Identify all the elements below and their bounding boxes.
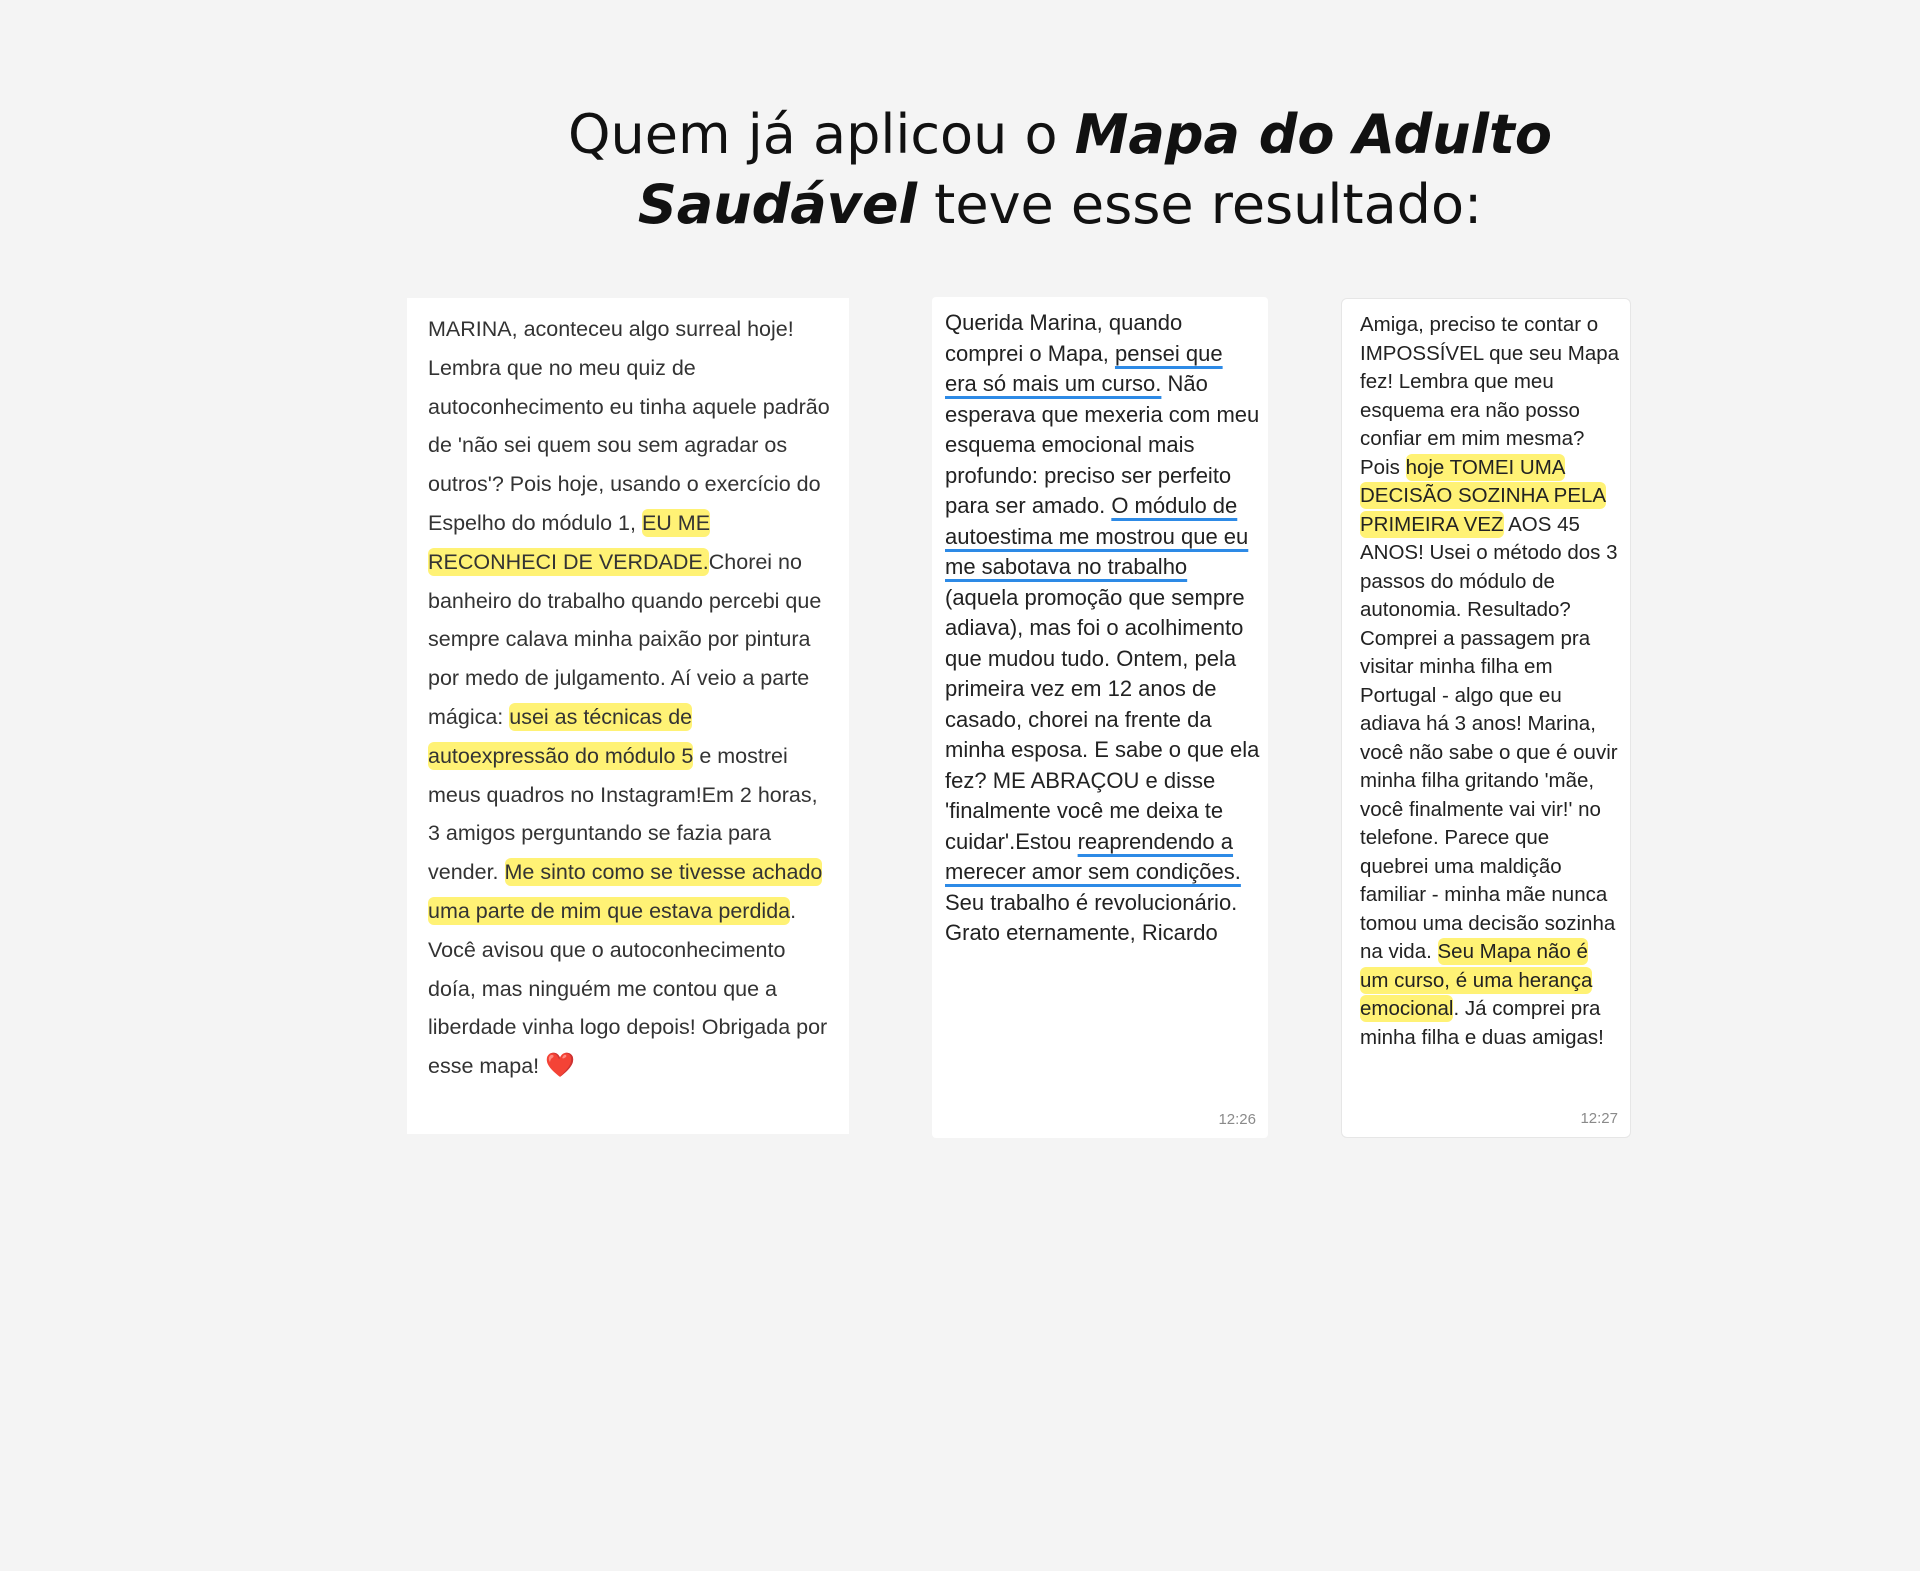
highlighted-text: hoje TOMEI UMA DECISÃO SOZINHA PELA PRIMEIRA VEZ xyxy=(1360,455,1607,536)
testimonial-text-3 xyxy=(1360,311,1622,1052)
headline-text-1: Quem já aplicou o xyxy=(568,103,1075,166)
headline-bold-1: Mapa do Adulto xyxy=(1074,103,1552,166)
text-segment: Chorei no banheiro do trabalho quando percebi que sempre calava minha paixão por pintura por medo de julgamento. Aí veio a parte mágica: xyxy=(428,549,822,729)
testimonial-text-1 xyxy=(428,310,835,1086)
highlighted-text: Seu Mapa não é um curso, é uma herança emocional xyxy=(1360,940,1593,1020)
testimonial-text-2 xyxy=(945,308,1260,949)
underlined-text: reaprendendo a merecer amor sem condições. xyxy=(945,828,1241,884)
highlighted-text: Me sinto como se tivesse achado uma parte de mim que estava perdida xyxy=(428,860,823,923)
headline-bold-2: Saudável xyxy=(637,173,918,236)
page-headline xyxy=(560,100,1560,240)
text-segment: AOS 45 ANOS! Usei o método dos 3 passos do módulo de autonomia. Resultado? Comprei a passagem pra visitar minha filha em Portugal - algo que eu adiava há 3 anos! Marina, você não sabe o que é ouvir minha filha gritando 'mãe, você finalmente vai vir!' no telefone. Parece que quebrei uma maldição familiar - minha mãe nunca tomou uma decisão sozinha na vida. xyxy=(1360,512,1618,963)
text-segment: . Você avisou que o autoconhecimento doía, mas ninguém me contou que a liberdade vinha logo depois! Obrigada por esse mapa! xyxy=(428,898,828,1079)
testimonial-card-2 xyxy=(932,297,1268,1138)
text-segment: Não esperava que mexeria com meu esquema emocional mais profundo: preciso ser perfeito para ser amado. xyxy=(945,371,1260,518)
highlighted-text: usei as técnicas de autoexpressão do módulo 5 xyxy=(428,704,694,768)
text-segment: e mostrei meus quadros no Instagram!Em 2 horas, 3 amigos perguntando se fazia para vender. xyxy=(428,743,818,885)
testimonial-card-1 xyxy=(407,298,849,1134)
testimonial-card-3 xyxy=(1341,298,1631,1138)
heart-icon: ❤️ xyxy=(545,1052,576,1080)
highlighted-text: EU ME RECONHECI DE VERDADE. xyxy=(428,510,711,574)
headline-text-2: teve esse resultado: xyxy=(917,173,1483,236)
underlined-text: O módulo de autoestima me mostrou que eu me sabotava no trabalho xyxy=(945,493,1249,579)
message-timestamp: 12:26 xyxy=(1218,1111,1256,1128)
text-segment: Seu trabalho é revolucionário. Grato eternamente, Ricardo xyxy=(945,889,1238,945)
message-timestamp: 12:27 xyxy=(1580,1110,1618,1127)
text-segment: Amiga, preciso te contar o IMPOSSÍVEL que seu Mapa fez! Lembra que meu esquema era não posso confiar em mim mesma? Pois xyxy=(1360,313,1620,479)
underlined-text: pensei que era só mais um curso. xyxy=(945,340,1223,396)
text-segment: MARINA, aconteceu algo surreal hoje! Lembra que no meu quiz de autoconhecimento eu tinha aquele padrão de 'não sei quem sou sem agradar os outros'? Pois hoje, usando o exercício do Espelho do módulo 1, xyxy=(428,317,830,535)
text-segment: Querida Marina, quando comprei o Mapa, xyxy=(945,310,1183,366)
text-segment: . Já comprei pra minha filha e duas amigas! xyxy=(1360,997,1604,1049)
text-segment: (aquela promoção que sempre adiava), mas foi o acolhimento que mudou tudo. Ontem, pela primeira vez em 12 anos de casado, chorei na frente da minha esposa. E sabe o que ela fez? ME ABRAÇOU e disse 'finalmente você me deixa te cuidar'.Estou xyxy=(945,584,1260,854)
